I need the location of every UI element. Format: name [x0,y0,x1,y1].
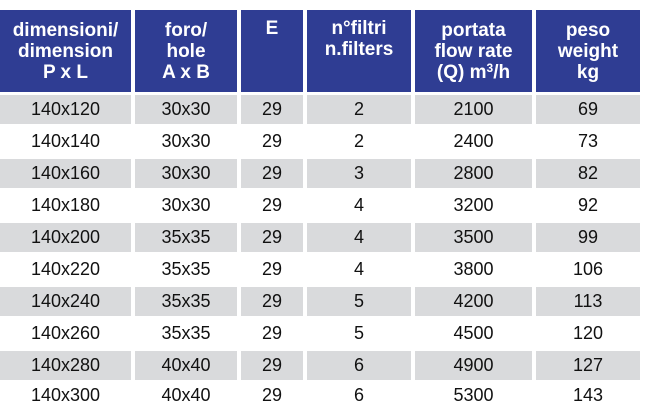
header-weight-line-3: kg [576,61,600,83]
table-row [0,255,650,284]
cell-weight: 143 [536,381,640,410]
table-row [0,351,650,380]
cell-dimension: 140x200 [0,223,131,252]
table-row [0,223,650,252]
cell-e: 29 [241,223,303,252]
header-hole-line-2: hole [166,40,206,62]
table-row [0,287,650,316]
cell-filters: 2 [307,127,411,156]
header-flow-rate [415,10,532,92]
cell-filters: 4 [307,223,411,252]
header-dimension-line-1: dimensioni/ [12,19,119,41]
header-dimension [0,10,131,92]
cell-flow-rate: 3500 [415,223,532,252]
flow-rate-unit-suffix: /h [493,61,511,83]
cell-weight: 127 [536,351,640,380]
cell-dimension: 140x180 [0,191,131,220]
cell-filters: 5 [307,287,411,316]
flow-rate-unit-prefix: (Q) m [436,61,487,83]
cell-dimension: 140x300 [0,381,131,410]
table-row [0,159,650,188]
header-hole-line-3: A x B [162,61,210,83]
header-dimension-line-3: P x L [42,61,89,83]
cell-flow-rate: 4900 [415,351,532,380]
cell-filters: 5 [307,319,411,348]
header-weight [536,10,640,92]
cell-dimension: 140x140 [0,127,131,156]
table-header [0,10,650,92]
flow-rate-unit-exponent: 3 [486,60,494,75]
table-row [0,191,650,220]
header-weight-line-2: weight [557,40,619,62]
cell-e: 29 [241,351,303,380]
cell-hole: 30x30 [135,127,237,156]
cell-flow-rate: 4200 [415,287,532,316]
cell-weight: 113 [536,287,640,316]
header-hole [135,10,237,92]
cell-flow-rate: 2800 [415,159,532,188]
cell-hole: 30x30 [135,191,237,220]
cell-e: 29 [241,95,303,124]
cell-hole: 35x35 [135,287,237,316]
cell-hole: 30x30 [135,159,237,188]
cell-weight: 82 [536,159,640,188]
cell-hole: 30x30 [135,95,237,124]
header-e [241,10,303,92]
cell-flow-rate: 3800 [415,255,532,284]
table-row [0,95,650,124]
header-flow-rate-line-3 [437,62,510,83]
cell-e: 29 [241,255,303,284]
header-filters-line-2: n.filters [324,39,394,60]
cell-flow-rate: 2100 [415,95,532,124]
header-flow-rate-line-1: portata [441,19,506,41]
cell-filters: 4 [307,255,411,284]
cell-filters: 6 [307,351,411,380]
cell-weight: 69 [536,95,640,124]
cell-dimension: 140x220 [0,255,131,284]
cell-hole: 35x35 [135,255,237,284]
header-dimension-line-2: dimension [17,40,113,62]
cell-hole: 40x40 [135,381,237,410]
cell-weight: 92 [536,191,640,220]
cell-e: 29 [241,191,303,220]
table-row [0,127,650,156]
cell-e: 29 [241,319,303,348]
header-hole-line-1: foro/ [164,19,208,41]
cell-weight: 99 [536,223,640,252]
cell-e: 29 [241,159,303,188]
cell-weight: 106 [536,255,640,284]
cell-e: 29 [241,381,303,410]
cell-flow-rate: 5300 [415,381,532,410]
cell-filters: 2 [307,95,411,124]
cell-filters: 4 [307,191,411,220]
table-row [0,381,650,410]
cell-dimension: 140x260 [0,319,131,348]
cell-hole: 35x35 [135,319,237,348]
table-row [0,319,650,348]
cell-hole: 35x35 [135,223,237,252]
cell-dimension: 140x280 [0,351,131,380]
header-flow-rate-line-2: flow rate [434,40,513,62]
header-filters [307,10,411,92]
cell-dimension: 140x240 [0,287,131,316]
cell-flow-rate: 3200 [415,191,532,220]
cell-dimension: 140x160 [0,159,131,188]
cell-flow-rate: 2400 [415,127,532,156]
cell-filters: 3 [307,159,411,188]
header-e-line-1: E [265,18,279,39]
cell-hole: 40x40 [135,351,237,380]
header-filters-line-1: n°filtri [331,18,387,39]
cell-dimension: 140x120 [0,95,131,124]
cell-e: 29 [241,287,303,316]
cell-filters: 6 [307,381,411,410]
header-weight-line-1: peso [565,19,611,41]
cell-e: 29 [241,127,303,156]
cell-weight: 120 [536,319,640,348]
cell-flow-rate: 4500 [415,319,532,348]
cell-weight: 73 [536,127,640,156]
